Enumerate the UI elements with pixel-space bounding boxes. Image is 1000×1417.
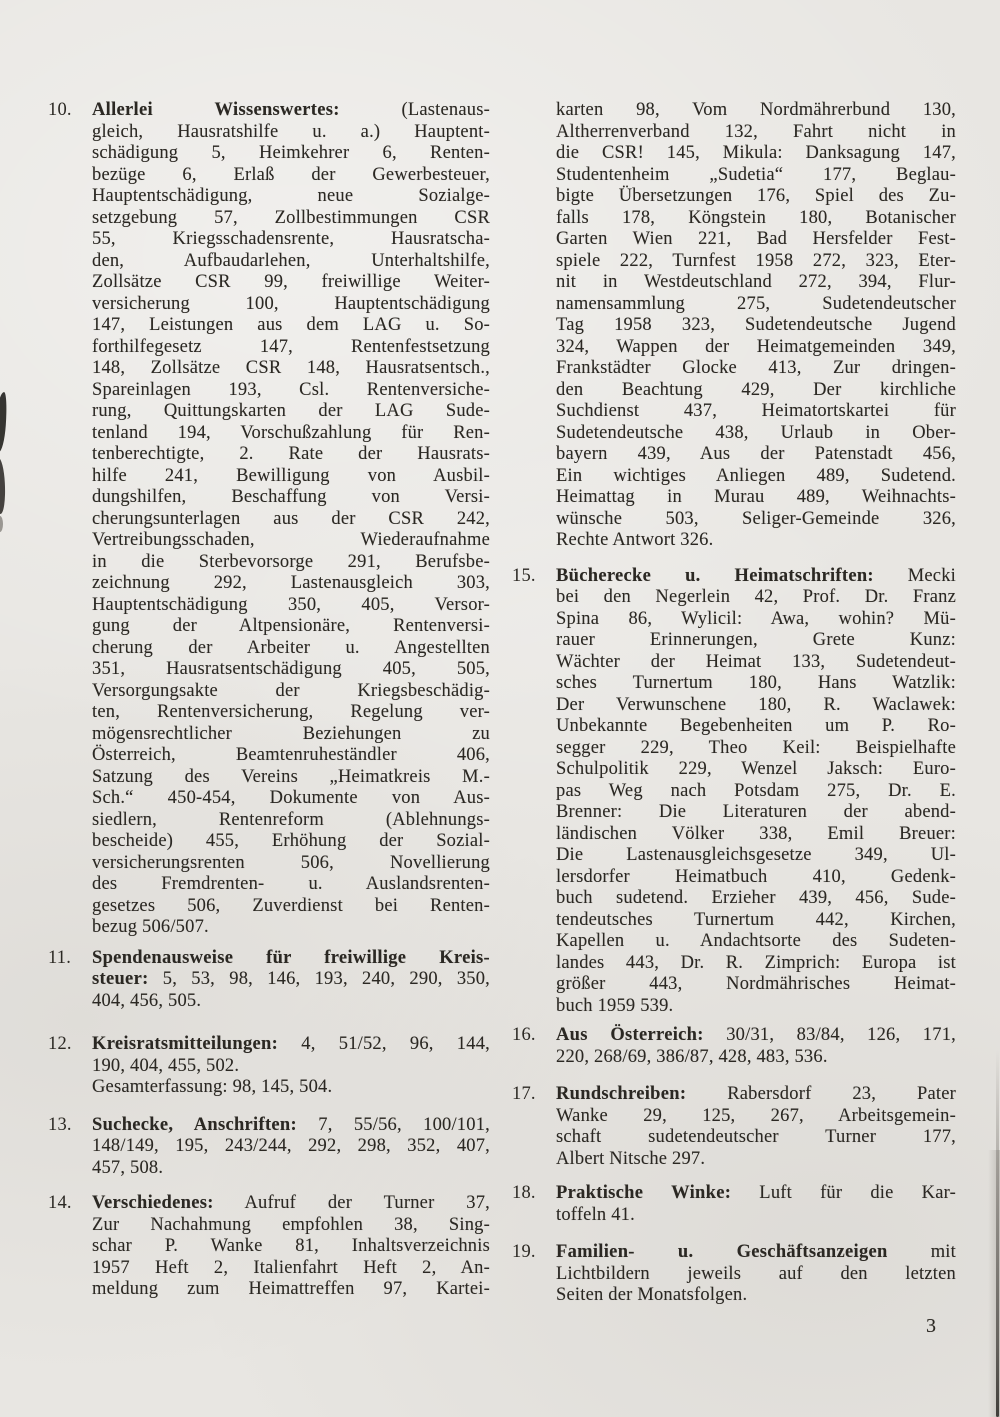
entry-line: cherungsunterlagen aus der CSR 242, — [92, 508, 490, 529]
entry-line — [92, 948, 490, 970]
entry-line: versicherung 100, Hauptentschädigung — [92, 293, 490, 314]
entry-line: Der Verwunschene 180, R. Waclawek: — [556, 694, 956, 715]
entry-line: ten, Rentenversicherung, Regelung ver- — [92, 702, 490, 722]
entry-heading: Verschiedenes: — [92, 1193, 214, 1213]
entry-line: Brenner: Die Literaturen der abend- — [556, 802, 956, 822]
entry-heading: Spendenausweise für freiwillige Kreis- — [92, 947, 490, 968]
entry-line: bei den Negerlein 42, Prof. Dr. Franz — [556, 587, 956, 607]
entry-line: hilfe 241, Bewilligung von Ausbil- — [92, 465, 490, 486]
entry-line: karten 98, Vom Nordmährerbund 130, — [556, 100, 956, 120]
entry-number: 13. — [48, 1114, 72, 1135]
entry-line: spiele 222, Turnfest 1958 272, 323, Eter- — [556, 250, 956, 271]
entry-body — [556, 1025, 956, 1068]
entry-line: bayern 439, Aus der Patenstadt 456, — [556, 444, 956, 464]
entry-line: bigte Übersetzungen 176, Spiel des Zu- — [556, 186, 956, 206]
entry-line: pas Weg nach Potsdam 275, Dr. E. — [556, 780, 956, 801]
index-entry — [48, 1034, 490, 1099]
index-entry — [512, 566, 956, 1018]
entry-line: Ein wichtiges Anliegen 489, Sudetend. — [556, 465, 956, 486]
entry-heading: Kreisratsmitteilungen: — [92, 1034, 279, 1054]
entry-heading: Praktische Winke: — [556, 1183, 732, 1203]
entry-line: Sch.“ 450-454, Dokumente von Aus- — [92, 788, 490, 808]
page-edge-line — [996, 1050, 999, 1417]
entry-number: 12. — [48, 1034, 72, 1054]
index-entry — [48, 1115, 490, 1180]
entry-line: Allerlei Wissenswertes: (Lastenaus- — [92, 100, 490, 120]
entry-line: buch 1959 539. — [556, 995, 674, 1016]
scan-artifact-left-edge — [0, 392, 8, 453]
entry-line: 457, 508. — [92, 1157, 164, 1178]
entry-line: Hauptentschädigung 350, 405, Versor- — [92, 594, 490, 615]
entry-line: Spareinlagen 193, Csl. Rentenversiche- — [92, 379, 490, 400]
entry-line: ländischen Völker 338, Emil Breuer: — [556, 823, 956, 844]
entry-line: dungshilfen, Beschaffung von Versi- — [92, 487, 490, 507]
entry-line: rauer Erinnerungen, Grete Kunz: — [556, 630, 956, 650]
entry-line: Heimattag in Murau 489, Weihnachts- — [556, 487, 956, 507]
entry-line: segger 229, Theo Keil: Beispielhafte — [556, 737, 956, 758]
entry-line: größer 443, Nordmährisches Heimat- — [556, 974, 956, 994]
page-number: 3 — [926, 1315, 937, 1337]
entry-line: den Beachtung 429, Der kirchliche — [556, 379, 956, 400]
index-entry — [48, 948, 490, 1013]
scan-artifact-left-edge — [0, 458, 6, 514]
entry-line: steuer: 5, 53, 98, 146, 193, 240, 290, 350, — [92, 969, 490, 989]
entry-line: 220, 268/69, 386/87, 428, 483, 536. — [556, 1046, 828, 1067]
entry-line: Suchdienst 437, Heimatortskartei für — [556, 401, 956, 421]
entry-line: die CSR! 145, Mikula: Danksagung 147, — [556, 143, 956, 163]
entry-body — [92, 100, 490, 939]
entry-line: versicherungsrenten 506, Novellierung — [92, 852, 490, 873]
scan-artifact-left-edge — [0, 516, 3, 532]
index-entry — [512, 1242, 956, 1307]
entry-line: setzgebung 57, Zollbestimmungen CSR — [92, 207, 490, 228]
entry-line: bezug 506/507. — [92, 917, 209, 937]
entry-body — [92, 1193, 490, 1301]
entry-line: Praktische Winke: Luft für die Kar- — [556, 1183, 956, 1203]
entry-line: des Fremdrenten- u. Auslandsrenten- — [92, 874, 490, 894]
entry-line: Hauptentschädigung, neue Sozialge- — [92, 186, 490, 206]
entry-line: gesetzes 506, Zuverdienst bei Renten- — [92, 895, 490, 916]
entry-line: bezüge 6, Erlaß der Gewerbesteuer, — [92, 164, 490, 185]
index-entry — [48, 100, 490, 939]
entry-line: Familien- u. Geschäftsanzeigen mit — [556, 1242, 956, 1262]
entry-line: 324, Wappen der Heimatgemeinden 349, — [556, 336, 956, 357]
entry-line: in die Sterbevorsorge 291, Berufsbe- — [92, 551, 490, 572]
entry-line: Seiten der Monatsfolgen. — [556, 1285, 748, 1305]
entry-heading: Suchecke, Anschriften: — [92, 1114, 297, 1135]
entry-line: 404, 456, 505. — [92, 990, 202, 1011]
entry-line: Gesamterfassung: 98, 145, 504. — [92, 1077, 333, 1097]
right-column — [512, 100, 956, 1307]
entry-number: 18. — [512, 1183, 536, 1203]
index-entry — [512, 1183, 956, 1226]
entry-line: 190, 404, 455, 502. — [92, 1055, 240, 1076]
entry-line: 1957 Heft 2, Italienfahrt Heft 2, An- — [92, 1257, 490, 1278]
entry-line: Schulpolitik 229, Wenzel Jaksch: Euro- — [556, 759, 956, 779]
entry-line: Spina 86, Wylicil: Awa, wohin? Mü- — [556, 608, 956, 629]
entry-body — [556, 1183, 956, 1226]
entry-line: Die Lastenausgleichsgesetze 349, Ul- — [556, 845, 956, 865]
entry-line: 55, Kriegsschadensrente, Hausratscha- — [92, 229, 490, 249]
entry-line: Österreich, Beamtenruheständler 406, — [92, 745, 490, 765]
entry-line: 148/149, 195, 243/244, 292, 298, 352, 407, — [92, 1136, 490, 1156]
entry-line: Zur Nachahmung empfohlen 38, Sing- — [92, 1214, 490, 1235]
entry-line: Wanke 29, 125, 267, Arbeitsgemein- — [556, 1105, 956, 1126]
entry-heading: steuer: — [92, 969, 149, 989]
entry-line: Aus Österreich: 30/31, 83/84, 126, 171, — [556, 1025, 956, 1045]
entry-body — [92, 948, 490, 1013]
entry-line: Versorgungsakte der Kriegsbeschädig- — [92, 680, 490, 701]
entry-number: 11. — [48, 947, 72, 968]
entry-line: Kapellen u. Andachtsorte des Sudeten- — [556, 931, 956, 951]
entry-line: forthilfegesetz 147, Rentenfestsetzung — [92, 336, 490, 357]
entry-number: 16. — [512, 1025, 536, 1045]
entry-line: Unbekannte Begebenheiten um P. Ro- — [556, 716, 956, 736]
entry-line: bescheide) 455, Erhöhung der Sozial- — [92, 831, 490, 851]
entry-line: schar P. Wanke 81, Inhaltsverzeichnis — [92, 1236, 490, 1256]
entry-line: Satzung des Vereins „Heimatkreis M.- — [92, 766, 490, 787]
entry-line: 351, Hausratsentschädigung 405, 505, — [92, 659, 490, 679]
entry-line: gleich, Hausratshilfe u. a.) Hauptent- — [92, 121, 490, 142]
entry-number: 15. — [512, 565, 536, 586]
entry-line: Studentenheim „Sudetia“ 177, Beglau- — [556, 164, 956, 185]
index-entry — [512, 100, 956, 552]
entry-line: wünsche 503, Seliger-Gemeinde 326, — [556, 508, 956, 529]
entry-line: nit in Westdeutschland 272, 394, Flur- — [556, 272, 956, 292]
entry-line: Kreisratsmitteilungen: 4, 51/52, 96, 144, — [92, 1034, 490, 1054]
index-entry — [512, 1084, 956, 1170]
entry-line: tendeutsches Turnertum 442, Kirchen, — [556, 909, 956, 930]
entry-line: Altherrenverband 132, Fahrt nicht in — [556, 121, 956, 142]
entry-line: 147, Leistungen aus dem LAG u. So- — [92, 315, 490, 335]
left-column — [48, 100, 490, 1301]
entry-heading: Aus Österreich: — [556, 1025, 704, 1045]
entry-line: Frankstädter Glocke 413, Zur dringen- — [556, 358, 956, 378]
entry-line: falls 178, Köngstein 180, Botanischer — [556, 207, 956, 228]
entry-line: Sudetendeutsche 438, Urlaub in Ober- — [556, 422, 956, 443]
entry-line: schaft sudetendeutscher Turner 177, — [556, 1127, 956, 1147]
entry-line: Bücherecke u. Heimatschriften: Mecki — [556, 565, 956, 586]
entry-line: Tag 1958 323, Sudetendeutsche Jugend — [556, 315, 956, 335]
entry-line: gung der Altpensionäre, Rentenversi- — [92, 616, 490, 636]
entry-line: Lichtbildern jeweils auf den letzten — [556, 1263, 956, 1284]
entry-line: siedlern, Rentenreform (Ablehnungs- — [92, 809, 490, 830]
entry-line: 148, Zollsätze CSR 148, Hausratsentsch., — [92, 358, 490, 378]
entry-body — [556, 1242, 956, 1307]
entry-line: zeichnung 292, Lastenausgleich 303, — [92, 573, 490, 593]
entry-line: Vertreibungsschaden, Wiederaufnahme — [92, 530, 490, 550]
entry-body — [556, 100, 956, 552]
entry-line: cherung der Arbeiter u. Angestellten — [92, 637, 490, 658]
entry-line: Verschiedenes: Aufruf der Turner 37, — [92, 1193, 490, 1213]
entry-line: meldung zum Heimattreffen 97, Kartei- — [92, 1279, 490, 1299]
entry-number: 17. — [512, 1084, 536, 1104]
entry-heading: Allerlei Wissenswertes: — [92, 100, 340, 120]
entry-body — [556, 566, 956, 1018]
entry-number — [512, 100, 556, 552]
entry-line: Wächter der Heimat 133, Sudetendeut- — [556, 651, 956, 672]
entry-line: sches Turnertum 180, Hans Watzlik: — [556, 673, 956, 693]
entry-line: Rechte Antwort 326. — [556, 530, 714, 550]
entry-line: Zollsätze CSR 99, freiwillige Weiter- — [92, 272, 490, 292]
entry-body — [92, 1034, 490, 1099]
entry-number: 10. — [48, 100, 72, 120]
entry-body — [556, 1084, 956, 1170]
entry-heading: Bücherecke u. Heimatschriften: — [556, 565, 874, 586]
entry-line: mögensrechtlicher Beziehungen zu — [92, 723, 490, 744]
entry-body — [92, 1115, 490, 1180]
entry-line: Rundschreiben: Rabersdorf 23, Pater — [556, 1084, 956, 1104]
entry-line: schädigung 5, Heimkehrer 6, Renten- — [92, 143, 490, 163]
entry-number: 19. — [512, 1242, 536, 1262]
entry-line: Albert Nitsche 297. — [556, 1148, 706, 1169]
entry-line: Garten Wien 221, Bad Hersfelder Fest- — [556, 229, 956, 249]
entry-line: rung, Quittungskarten der LAG Sude- — [92, 401, 490, 421]
entry-line: den, Aufbaudarlehen, Unterhaltshilfe, — [92, 250, 490, 271]
entry-line: Suchecke, Anschriften: 7, 55/56, 100/101, — [92, 1114, 490, 1135]
entry-line: tenland 194, Vorschußzahlung für Ren- — [92, 422, 490, 443]
entry-line: namensammlung 275, Sudetendeutscher — [556, 293, 956, 314]
index-entry — [48, 1193, 490, 1301]
entry-number: 14. — [48, 1193, 72, 1213]
entry-line: lersdorfer Heimatbuch 410, Gedenk- — [556, 866, 956, 887]
entry-heading: Familien- u. Geschäftsanzeigen — [556, 1242, 888, 1262]
entry-line: tenberechtigte, 2. Rate der Hausrats- — [92, 444, 490, 464]
entry-line: toffeln 41. — [556, 1204, 635, 1225]
entry-line: landes 443, Dr. R. Zimprich: Europa ist — [556, 952, 956, 973]
entry-line: buch sudetend. Erzieher 439, 456, Sude- — [556, 888, 956, 908]
index-entry — [512, 1025, 956, 1068]
entry-heading: Rundschreiben: — [556, 1084, 687, 1104]
